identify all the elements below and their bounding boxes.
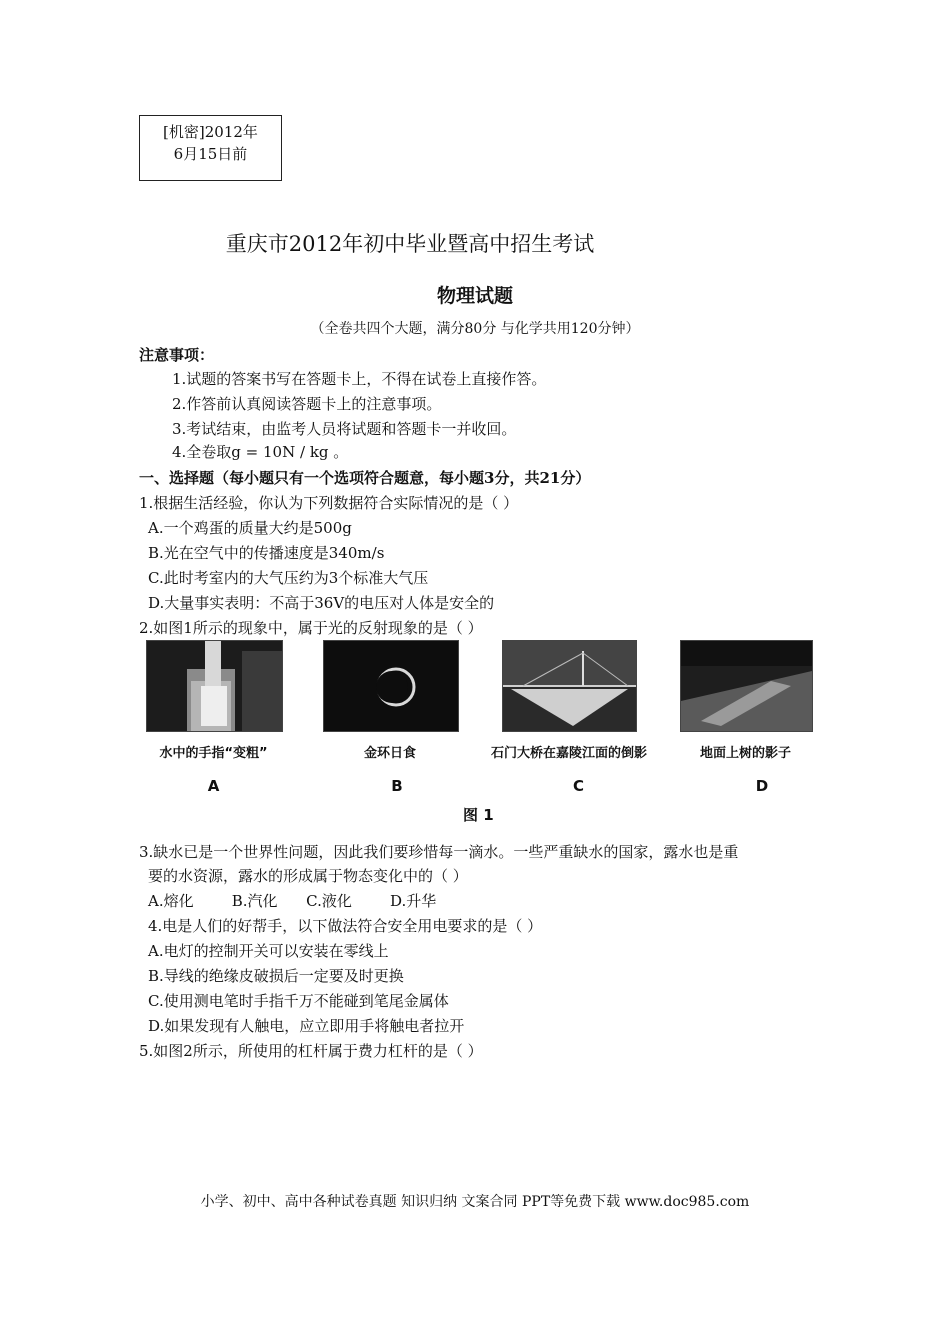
question-2-stem: 2.如图1所示的现象中，属于光的反射现象的是（ ） <box>139 619 483 637</box>
figure-letter: C <box>572 777 584 795</box>
question-5-stem: 5.如图2所示，所使用的杠杆属于费力杠杆的是（ ） <box>139 1042 483 1060</box>
question-4-option: C.使用测电笔时手指千万不能碰到笔尾金属体 <box>148 992 449 1010</box>
figure-caption: 石门大桥在嘉陵江面的倒影 <box>490 746 647 761</box>
section-heading: 一、选择题（每小题只有一个选项符合题意，每小题3分，共21分） <box>139 469 591 487</box>
figure-letter: A <box>207 777 220 795</box>
question-3-options: A.熔化 B.汽化 C.液化 D.升华 <box>148 892 437 910</box>
question-1-option: C.此时考室内的大气压约为3个标准大气压 <box>148 569 429 587</box>
exam-title: 重庆市2012年初中毕业暨高中招生考试 <box>225 232 595 256</box>
question-4-option: B.导线的绝缘皮破损后一定要及时更换 <box>148 967 404 985</box>
figure-caption: 水中的手指“变粗” <box>159 746 268 761</box>
confidential-line2: 6月15日前 <box>173 145 248 163</box>
confidential-line1: [机密]2012年 <box>163 123 258 141</box>
question-4-option: D.如果发现有人触电，应立即用手将触电者拉开 <box>148 1017 465 1035</box>
photo-finger-in-water <box>146 640 283 732</box>
question-3-stem-cont: 要的水资源，露水的形成属于物态变化中的（ ） <box>148 867 468 885</box>
question-3-stem: 3.缺水已是一个世界性问题，因此我们要珍惜每一滴水。一些严重缺水的国家，露水也是重 <box>139 843 739 861</box>
photo-tree-shadow <box>680 640 813 732</box>
question-1-option: A.一个鸡蛋的质量大约是500g <box>148 519 352 537</box>
figure-caption: 金环日食 <box>363 746 416 761</box>
figure-caption: 地面上树的影子 <box>699 746 791 761</box>
question-1-option: B.光在空气中的传播速度是340m/s <box>148 544 385 562</box>
question-1-stem: 1.根据生活经验，你认为下列数据符合实际情况的是（ ） <box>139 494 519 512</box>
exam-scope: （全卷共四个大题，满分80分 与化学共用120分钟） <box>310 321 640 337</box>
photo-annular-eclipse <box>323 640 459 732</box>
exam-subtitle: 物理试题 <box>436 285 513 307</box>
question-4-option: A.电灯的控制开关可以安装在零线上 <box>148 942 389 960</box>
confidential-box <box>139 115 282 181</box>
note-item: 4.全卷取g = 10N / kg 。 <box>172 443 349 461</box>
figure-letter: B <box>391 777 403 795</box>
photo-bridge-reflection <box>502 640 637 732</box>
notes-heading: 注意事项： <box>139 346 215 364</box>
note-item: 2.作答前认真阅读答题卡上的注意事项。 <box>172 395 442 413</box>
question-1-option: D.大量事实表明：不高于36V的电压对人体是安全的 <box>148 594 495 612</box>
note-item: 1.试题的答案书写在答题卡上，不得在试卷上直接作答。 <box>172 370 547 388</box>
question-4-stem: 4.电是人们的好帮手，以下做法符合安全用电要求的是（ ） <box>148 917 543 935</box>
note-item: 3.考试结束，由监考人员将试题和答题卡一并收回。 <box>172 420 517 438</box>
figure-label: 图 1 <box>463 806 494 824</box>
figure-letter: D <box>755 777 769 795</box>
page-footer: 小学、初中、高中各种试卷真题 知识归纳 文案合同 PPT等免费下载 www.doc985.com <box>200 1194 750 1210</box>
